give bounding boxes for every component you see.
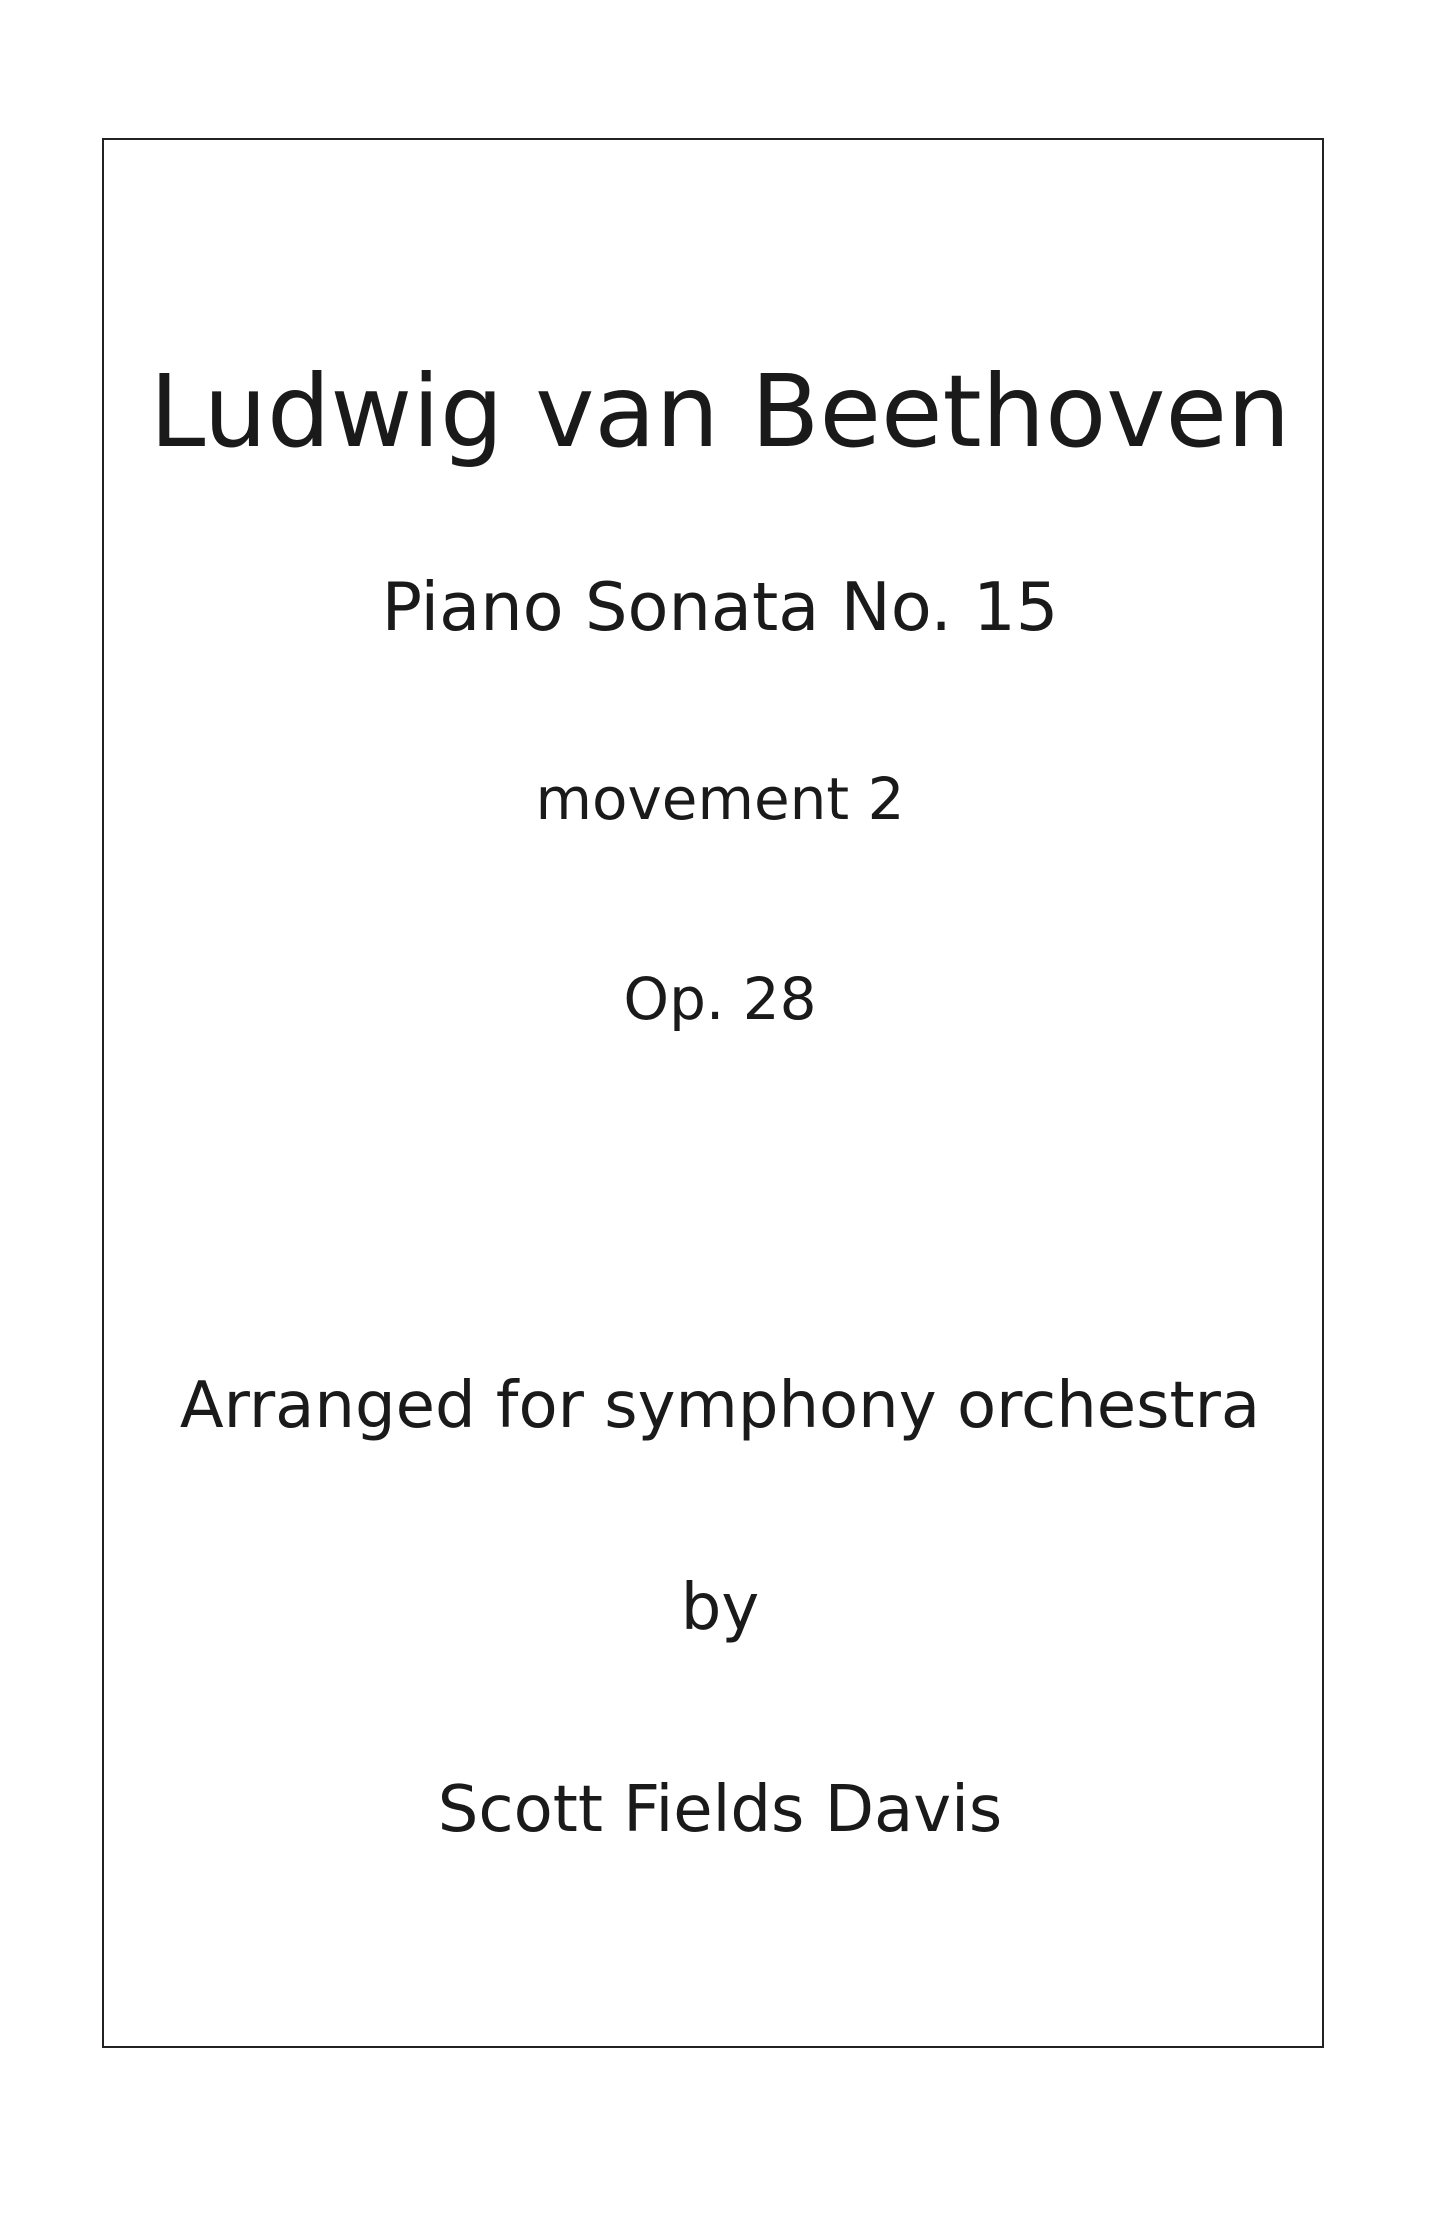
by-label: by <box>680 1571 760 1645</box>
movement-label: movement 2 <box>535 765 905 833</box>
work-title: Piano Sonata No. 15 <box>381 568 1059 646</box>
opus-number: Op. 28 <box>623 965 817 1033</box>
arrangement-note: Arranged for symphony orchestra <box>179 1369 1261 1443</box>
arranger-name: Scott Fields Davis <box>437 1773 1003 1847</box>
composer-name: Ludwig van Beethoven <box>149 353 1291 470</box>
